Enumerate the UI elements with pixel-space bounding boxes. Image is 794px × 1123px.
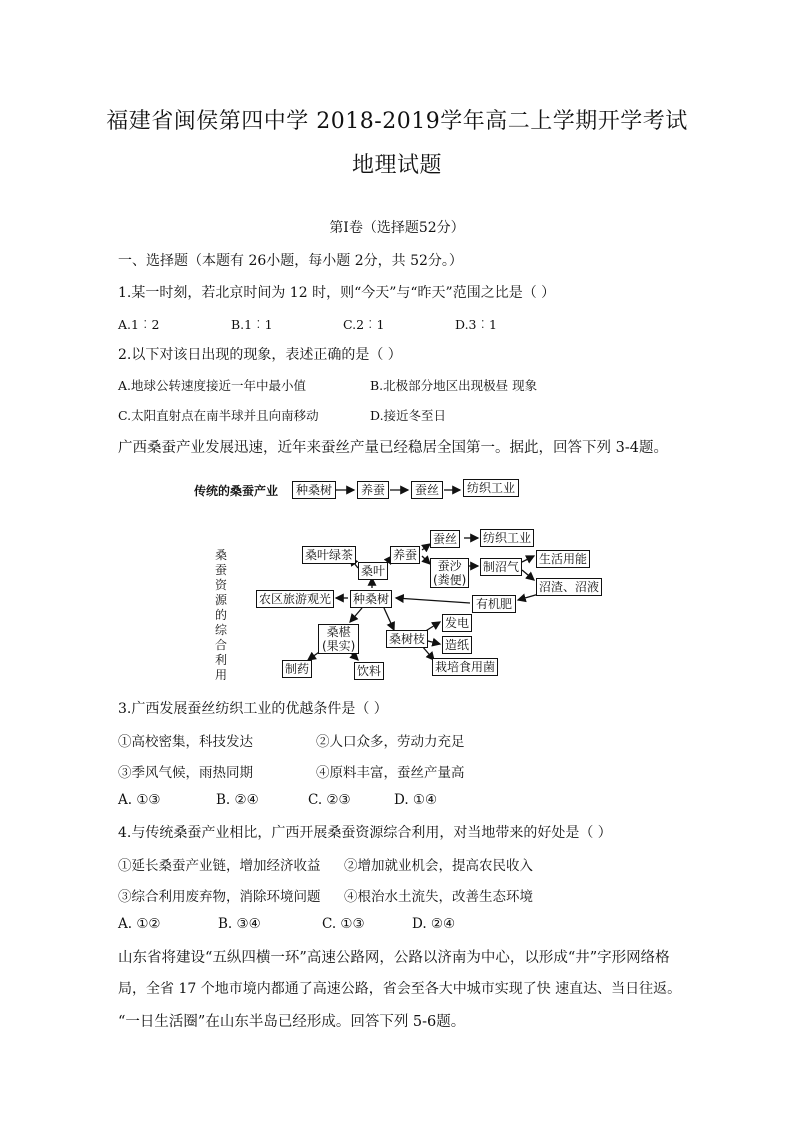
node-zaipei: 栽培食用菌 (432, 658, 498, 676)
section-intro: 一、选择题（本题有 26小题，每小题 2分，共 52分。） (118, 253, 463, 269)
q1-option-b: B.1︰1 (231, 317, 273, 332)
q3-option-a: A. ①③ (118, 792, 161, 808)
q3-stem: 3.广西发展蚕丝纺织工业的优越条件是（ ） (118, 701, 388, 717)
exam-subject-title: 地理试题 (351, 153, 442, 178)
q4-option-c: C. ①③ (322, 916, 365, 932)
node-youjifei: 有机肥 (472, 595, 516, 613)
node-sangye: 桑叶 (358, 562, 388, 580)
q1-option-a: A.1︰2 (118, 317, 160, 332)
node-yinliao: 饮料 (354, 662, 384, 680)
q3-option-c: C. ②③ (308, 792, 351, 808)
q4-stem: 4.与传统桑蚕产业相比，广西开展桑蚕资源综合利用，对当地带来的好处是（ ） (118, 825, 612, 841)
q4-item-1: ①延长桑蚕产业链，增加经济收益 (118, 858, 321, 874)
q1-option-c: C.2︰1 (343, 317, 385, 332)
exam-title: 福建省闽侯第四中学 2018-2019学年高二上学期开学考试 (106, 109, 688, 134)
passage-shandong-line2: 局，全省 17 个地市境内都通了高速公路，省会至各大中城市实现了快 速直达、当日往返。 (118, 981, 682, 997)
side-label: 桑蚕资源的综合利用 (214, 548, 227, 682)
q2-stem: 2.以下对该日出现的现象，表述正确的是（ ） (118, 347, 402, 363)
q3-item-4: ④原料丰富，蚕丝产量高 (316, 765, 465, 781)
node-zaozhi: 造纸 (442, 636, 472, 654)
node-sangshen: 桑椹 (果实) (318, 624, 359, 654)
node-zhaozha: 沼渣、沼液 (536, 578, 602, 596)
q4-option-a: A. ①② (118, 916, 161, 932)
q3-option-b: B. ②④ (216, 792, 259, 808)
q3-item-3: ③季风气候，雨热同期 (118, 765, 253, 781)
q2-option-b: B.北极部分地区出现极昼 现象 (370, 378, 538, 393)
traditional-label: 传统的桑蚕产业 (194, 484, 279, 498)
node-trad-yangcan: 养蚕 (357, 481, 389, 499)
node-yangcan: 养蚕 (390, 546, 420, 564)
node-trad-fangzhi: 纺织工业 (463, 479, 519, 497)
q4-option-b: B. ③④ (218, 916, 261, 932)
part-title: 第Ⅰ卷（选择题52分） (329, 220, 465, 236)
node-fangzhi: 纺织工业 (480, 529, 534, 547)
q2-option-c: C.太阳直射点在南半球并且向南移动 (118, 408, 319, 423)
node-cansi: 蚕丝 (430, 530, 460, 548)
node-nongqu: 农区旅游观光 (256, 590, 334, 608)
node-sangshuzhi: 桑树枝 (386, 630, 428, 648)
q3-item-1: ①高校密集，科技发达 (118, 734, 253, 750)
passage-shandong-line1: 山东省将建设“五纵四横一环”高速公路网，公路以济南为中心，以形成“井”字形网络格 (118, 950, 670, 966)
node-cansha: 蚕沙 (粪便) (430, 558, 469, 588)
passage-guangxi: 广西桑蚕产业发展迅速，近年来蚕丝产量已经稳居全国第一。据此，回答下列 3-4题。 (118, 440, 668, 456)
node-sangye-lvcha: 桑叶绿茶 (302, 546, 356, 564)
passage-shandong-line3: “一日生活圈”在山东半岛已经形成。回答下列 5-6题。 (118, 1014, 466, 1030)
node-trad-zhongsangshu: 种桑树 (292, 481, 336, 499)
diagram-arrows (190, 470, 620, 680)
node-zhizhaoqi: 制沼气 (480, 558, 522, 576)
node-fadian: 发电 (442, 614, 472, 632)
q4-option-d: D. ②④ (412, 916, 456, 932)
q4-item-2: ②增加就业机会，提高农民收入 (344, 858, 533, 874)
sericulture-diagram (190, 470, 620, 680)
q4-item-4: ④根治水土流失，改善生态环境 (344, 889, 533, 905)
q4-item-3: ③综合利用废弃物，消除环境问题 (118, 889, 321, 905)
q3-option-d: D. ①④ (394, 792, 438, 808)
node-zhiyao: 制药 (282, 660, 312, 678)
q3-item-2: ②人口众多，劳动力充足 (316, 734, 465, 750)
node-trad-cansi: 蚕丝 (411, 481, 443, 499)
q2-option-a: A.地球公转速度接近一年中最小值 (118, 378, 307, 393)
node-shenghuo: 生活用能 (536, 550, 590, 568)
node-zhongsangshu: 种桑树 (350, 590, 392, 608)
q1-option-d: D.3︰1 (455, 317, 497, 332)
q1-stem: 1.某一时刻，若北京时间为 12 时，则“今天”与“昨天”范围之比是（ ） (118, 285, 556, 301)
q2-option-d: D.接近冬至日 (370, 408, 447, 423)
